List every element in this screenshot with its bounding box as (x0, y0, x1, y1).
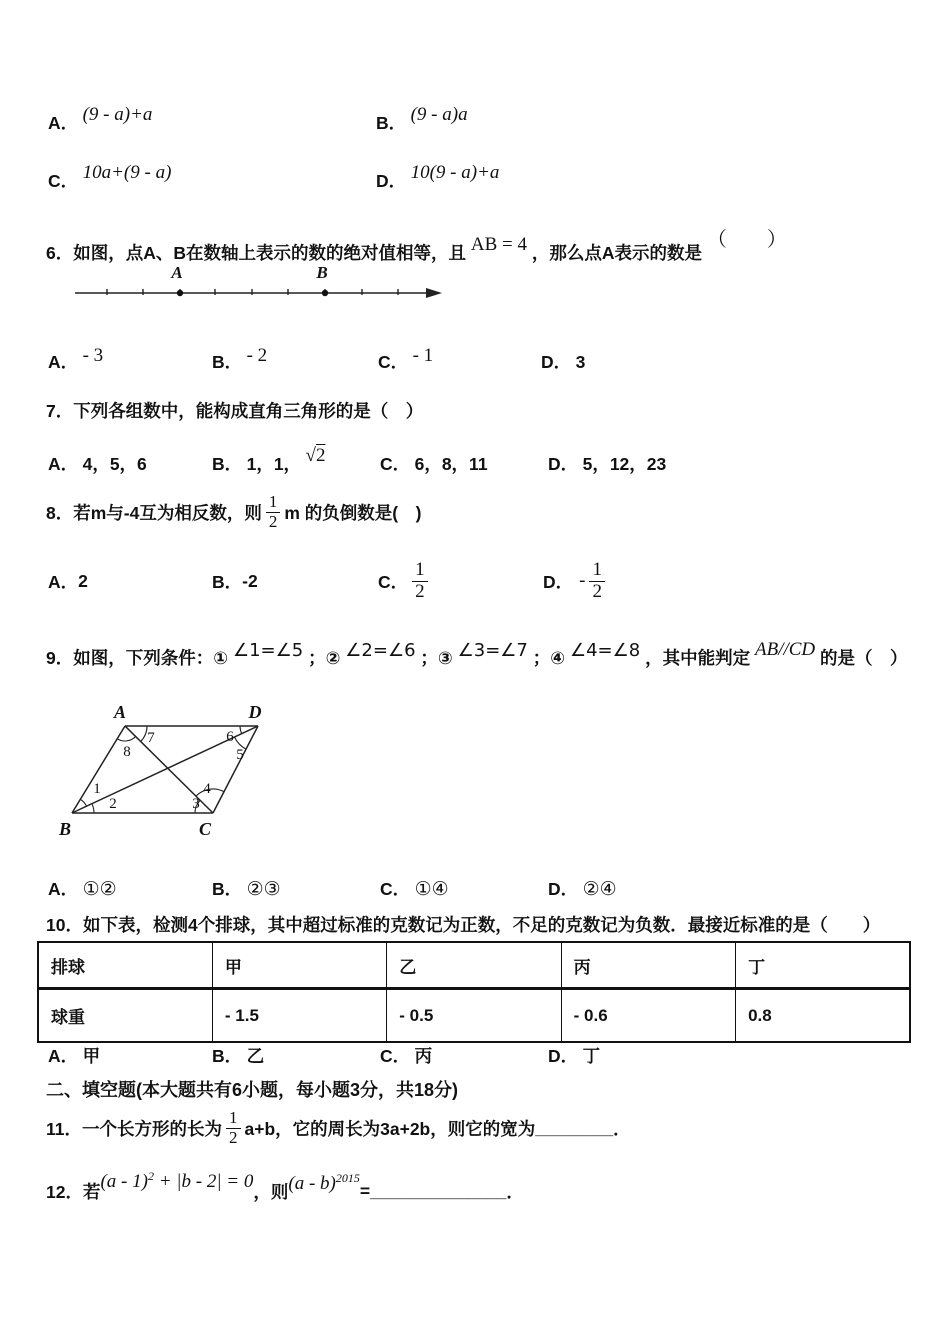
value-cell: - 1.5 (212, 989, 386, 1043)
fraction (226, 1109, 241, 1147)
angle-6-label: 6 (226, 729, 234, 745)
angle-4-label: 4 (203, 781, 211, 797)
equation-rest: + |b - 2| = 0 (153, 1171, 254, 1192)
axis-ticks (107, 289, 398, 295)
fraction-numerator: 1 (412, 560, 428, 582)
option-label: A． (48, 879, 79, 899)
header-cell: 排球 (38, 942, 212, 989)
q9-stem-text3: ；③ (420, 648, 453, 668)
fraction-numerator: 1 (266, 493, 281, 513)
option-value: 甲 (82, 1046, 101, 1066)
option-value: - 1 (412, 345, 434, 366)
q8-stem-text2: m 的负倒数是( ) (284, 502, 422, 523)
option-label: B． (212, 879, 243, 899)
q9-option-d (548, 876, 617, 901)
option-value: ①② (82, 878, 117, 900)
q9-options (0, 876, 950, 910)
option-label: D． (548, 1046, 579, 1066)
q8-options (0, 556, 950, 606)
q7-options (0, 441, 950, 485)
q9-condition-1: ∠1=∠5 (232, 640, 304, 661)
fraction (266, 493, 281, 531)
option-label: B． (212, 571, 243, 592)
table-data-row (38, 989, 910, 1043)
vertex-b-label: B (58, 819, 72, 839)
q12-equation (100, 1171, 253, 1193)
option-value: 3 (575, 352, 586, 372)
axis-arrow-icon (426, 288, 442, 298)
radical-sign: √ (305, 445, 316, 466)
q10-option-b (212, 1043, 264, 1068)
q10-option-d (548, 1043, 600, 1068)
q5-option-d (376, 162, 500, 193)
q9-option-b (212, 876, 281, 901)
option-label: D． (548, 454, 579, 474)
q12-stem-text: 12．若 (46, 1181, 101, 1202)
angle-2-label: 2 (109, 796, 117, 812)
option-value: 2 (78, 570, 88, 591)
section-2-title: 二、填空题(本大题共有6小题，每小题3分，共18分) (46, 1080, 459, 1100)
q9-stem-text4: ；④ (532, 648, 566, 668)
q8-option-b (212, 556, 258, 606)
fraction-numerator: 1 (226, 1109, 241, 1129)
fraction-denominator: 2 (592, 581, 602, 602)
equation-exponent: 2 (147, 1169, 154, 1183)
option-expression: (9 - a)+a (82, 104, 153, 125)
option-label: C． (380, 454, 411, 474)
option-expression: (9 - a)a (410, 104, 468, 125)
q9-condition-3: ∠3=∠7 (457, 640, 528, 661)
q9-stem-text5: ，其中能判定 (645, 648, 751, 668)
angle-5-label: 5 (236, 747, 244, 763)
option-label: A． (48, 352, 79, 372)
q10-option-c (380, 1043, 432, 1068)
q7-option-c (380, 451, 488, 476)
q6-stem-text: 6．如图，点A、B在数轴上表示的数的绝对值相等，且 (46, 243, 467, 263)
option-value: ②③ (246, 878, 281, 900)
q7-stem: 7．下列各组数中，能构成直角三角形的是（ ） (46, 401, 424, 421)
option-expression: 10a+(9 - a) (82, 162, 172, 183)
fraction (589, 560, 605, 602)
option-label: C． (48, 171, 79, 191)
q9-condition-2: ∠2=∠6 (345, 640, 416, 661)
q8-stem (46, 489, 421, 535)
option-label: C． (380, 1046, 411, 1066)
q6-option-d (541, 349, 585, 374)
option-value: 丙 (414, 1046, 433, 1066)
parallelogram-figure (50, 702, 290, 852)
option-value: 1，1， (246, 454, 302, 474)
point-b-label: B (316, 263, 328, 282)
q10-stem: 10．如下表，检测4个排球，其中超过标准的克数记为正数，不足的克数记为负数．最接近标准的是（ ） (46, 915, 881, 935)
q7-option-b (212, 445, 326, 476)
q5-option-a (48, 104, 153, 135)
equation-base: (a - 1) (100, 1171, 148, 1192)
q10-option-a (48, 1043, 100, 1068)
option-label: D． (548, 879, 579, 899)
option-label: B． (212, 454, 243, 474)
q6-option-b (212, 345, 268, 374)
q9-stem (46, 639, 908, 670)
option-label: C． (380, 879, 411, 899)
q9-condition-4: ∠4=∠8 (569, 640, 641, 661)
q12-power-expression (288, 1173, 359, 1195)
radicand: 2 (315, 445, 326, 466)
vertex-a-label: A (113, 702, 127, 722)
minus-sign: - (579, 570, 586, 591)
q11-stem (46, 1104, 631, 1152)
option-value: 丁 (582, 1046, 601, 1066)
period: ． (613, 1118, 631, 1139)
option-value: ①④ (414, 878, 449, 900)
sqrt-expression (306, 445, 326, 466)
q11-stem-text: 11．一个长方形的长为 (46, 1118, 222, 1139)
option-value: ②④ (582, 878, 617, 900)
q8-option-d (543, 556, 609, 606)
option-label: A． (48, 113, 79, 133)
option-value: 6，8，11 (414, 454, 488, 474)
option-label: D． (543, 571, 574, 592)
answer-blank: ________ (535, 1117, 614, 1138)
q7-option-a (48, 451, 147, 476)
q9-stem-text: 9．如图，下列条件：① (46, 648, 229, 668)
q6-option-c (378, 345, 434, 374)
fraction-denominator: 2 (268, 512, 278, 531)
equals-sign: = (359, 1180, 371, 1201)
point-a-label: A (171, 263, 183, 282)
q9-option-a (48, 876, 117, 901)
q7-option-d (548, 451, 666, 476)
option-value: -2 (242, 570, 258, 591)
point-a-dot (177, 290, 183, 296)
q9-parallel-expression: AB//CD (754, 639, 816, 660)
option-label: A． (48, 1046, 79, 1066)
vertex-c-label: C (198, 819, 212, 839)
table-header-row (38, 942, 910, 989)
q5-option-c (48, 162, 172, 193)
angle-arcs (80, 726, 246, 813)
answer-parentheses: （ ） (706, 229, 787, 251)
q9-stem-text6: 的是（ ） (820, 648, 908, 668)
value-cell: 0.8 (736, 989, 910, 1043)
fraction-denominator: 2 (415, 581, 425, 602)
power-exponent: 2015 (335, 1171, 360, 1185)
q6-stem (46, 229, 787, 265)
option-label: B． (376, 113, 407, 133)
angle-3-label: 3 (192, 796, 200, 812)
option-value: 乙 (246, 1046, 265, 1066)
q6-option-a (48, 345, 104, 374)
number-line-figure (70, 262, 450, 306)
option-label: D． (376, 171, 407, 191)
row-label-cell: 球重 (38, 989, 212, 1043)
option-label: B． (212, 1046, 243, 1066)
q6-stem-math: AB = 4 (470, 234, 527, 255)
fraction-denominator: 2 (229, 1128, 238, 1147)
option-label: B． (212, 352, 243, 372)
header-cell: 丙 (561, 942, 735, 989)
angle-8-label: 8 (123, 744, 131, 760)
q10-options (0, 1043, 950, 1073)
option-label: A． (48, 571, 79, 592)
option-expression: 10(9 - a)+a (410, 162, 500, 183)
option-label: A． (48, 454, 79, 474)
answer-blank: ______________ (370, 1180, 507, 1201)
option-value: 4，5，6 (82, 454, 147, 474)
vertex-d-label: D (248, 702, 262, 722)
power-base: (a - b) (288, 1173, 336, 1194)
q8-option-a (48, 556, 88, 606)
fraction-numerator: 1 (589, 560, 605, 582)
period: ． (506, 1181, 524, 1202)
q6-stem-text2: ，那么点A表示的数是 (531, 243, 703, 263)
option-value: - 2 (246, 345, 268, 366)
angle-7-label: 7 (147, 730, 155, 746)
value-cell: - 0.5 (387, 989, 561, 1043)
header-cell: 乙 (387, 942, 561, 989)
q10-table (37, 941, 911, 1043)
option-label: C． (378, 352, 409, 372)
q12-stem-text2: ，则 (253, 1181, 289, 1202)
option-label: C． (378, 571, 409, 592)
q6-options (0, 345, 950, 389)
q11-stem-text2: a+b，它的周长为3a+2b，则它的宽为 (244, 1118, 536, 1139)
q8-stem-text: 8．若m与-4互为相反数，则 (46, 502, 262, 523)
option-value: - 3 (82, 345, 104, 366)
header-cell: 甲 (212, 942, 386, 989)
angle-1-label: 1 (93, 781, 101, 797)
q9-stem-text2: ；② (308, 648, 341, 668)
q12-stem (46, 1168, 524, 1214)
q8-option-c (378, 556, 432, 606)
option-label: D． (541, 352, 572, 372)
q5-option-b (376, 104, 468, 135)
header-cell: 丁 (736, 942, 910, 989)
option-value: 5，12，23 (582, 454, 667, 474)
value-cell: - 0.6 (561, 989, 735, 1043)
point-b-dot (322, 290, 328, 296)
q9-option-c (380, 876, 449, 901)
fraction (412, 560, 428, 602)
